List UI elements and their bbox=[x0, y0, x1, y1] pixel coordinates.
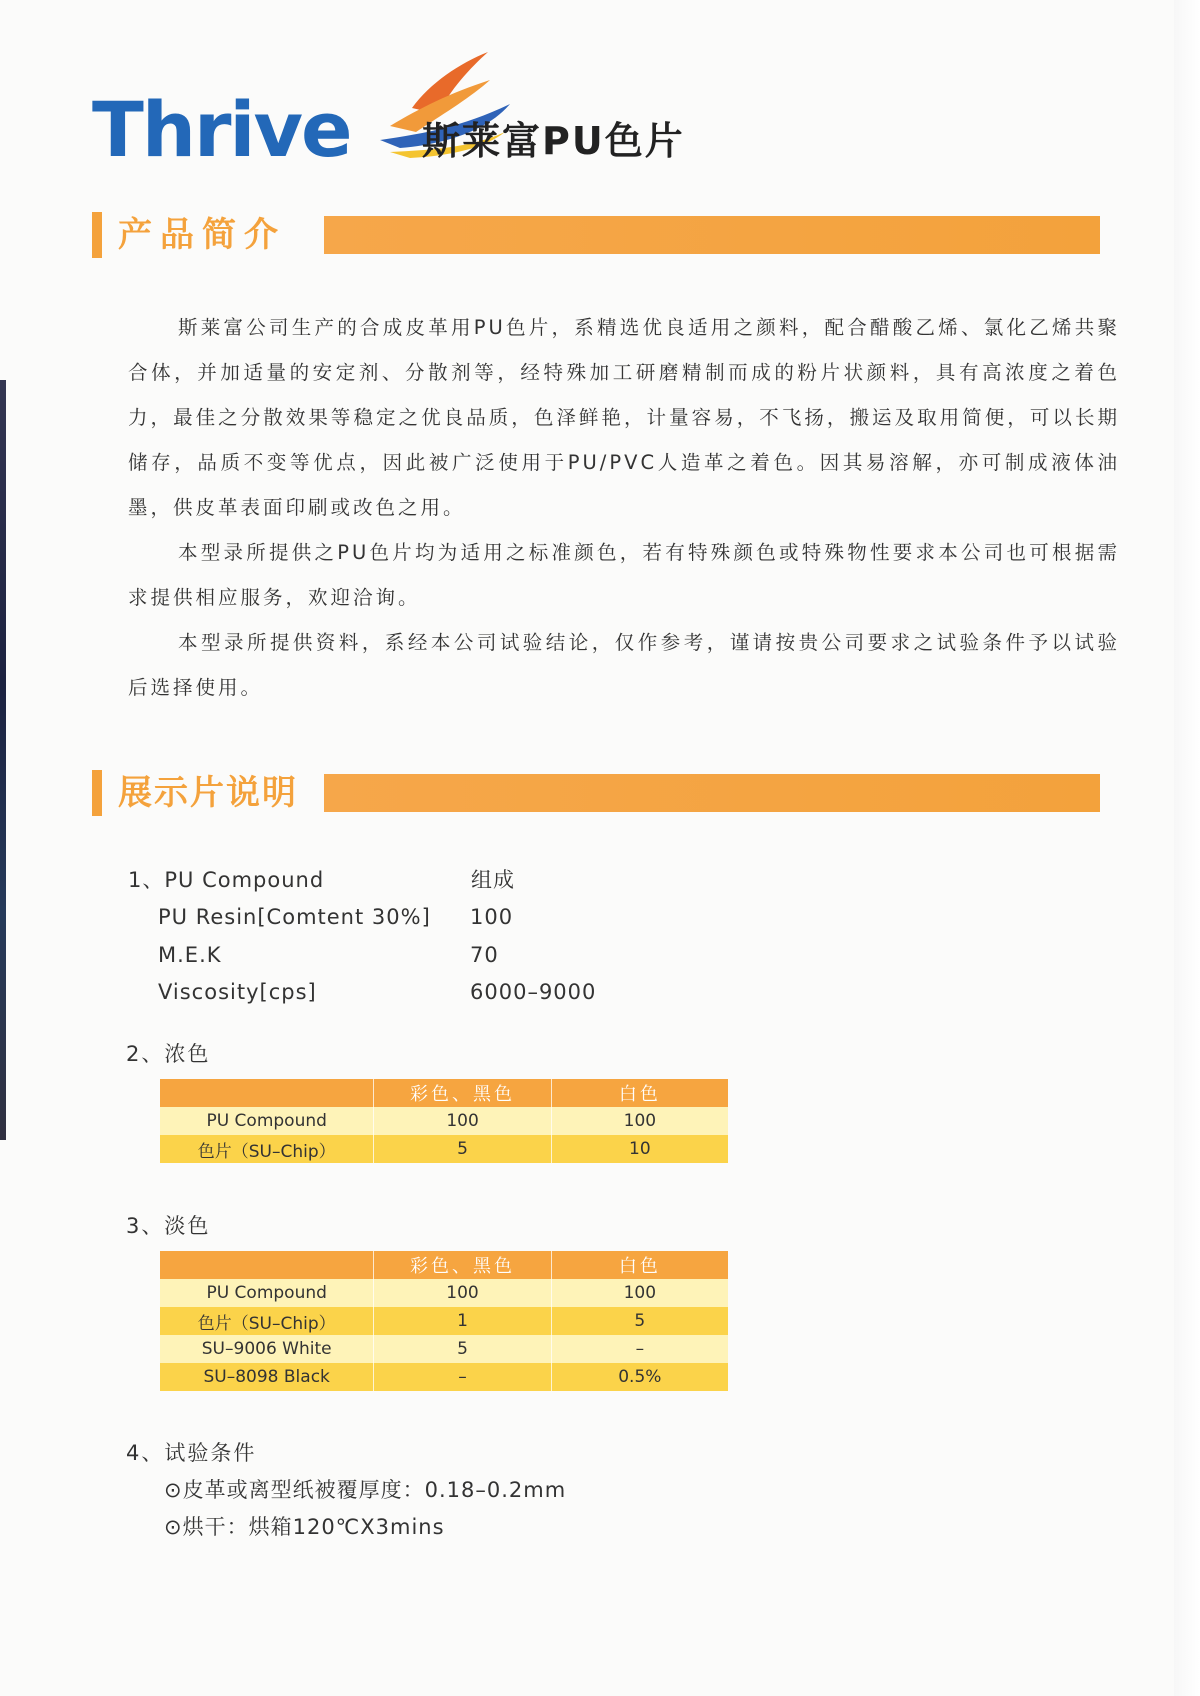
table-row bbox=[160, 1363, 728, 1391]
test-condition-item: ⊙烘干：烘箱120℃X3mins bbox=[164, 1515, 445, 1539]
spec-label: PU Resin[Comtent 30%] bbox=[158, 905, 431, 929]
light-color-label: 3、淡色 bbox=[126, 1214, 211, 1238]
table-cell: 10 bbox=[551, 1135, 728, 1163]
table-cell: – bbox=[374, 1363, 551, 1391]
section-header-demo bbox=[92, 770, 1100, 816]
brand-subtitle: 斯莱富PU色片 bbox=[422, 119, 685, 163]
table-row bbox=[160, 1135, 728, 1163]
intro-paragraph: 本型录所提供之PU色片均为适用之标准颜色，若有特殊颜色或特殊物性要求本公司也可根据需求提供相应服务，欢迎洽询。 bbox=[128, 541, 1120, 609]
table-cell: PU Compound bbox=[160, 1279, 374, 1307]
light-color-table bbox=[160, 1251, 728, 1391]
table-header-cell: 彩色、黑色 bbox=[374, 1079, 551, 1107]
spec-value: 6000–9000 bbox=[470, 980, 597, 1004]
table-header-cell: 白色 bbox=[551, 1251, 728, 1279]
table-row bbox=[160, 1335, 728, 1363]
table-row bbox=[160, 1107, 728, 1135]
section-header-intro bbox=[92, 212, 1100, 258]
table-cell: 色片（SU–Chip） bbox=[160, 1307, 374, 1335]
spec-heading-value: 组成 bbox=[471, 868, 515, 892]
intro-paragraph: 斯莱富公司生产的合成皮革用PU色片，系精选优良适用之颜料，配合醋酸乙烯、氯化乙烯共聚合体，并加适量的安定剂、分散剂等，经特殊加工研磨精制而成的粉片状颜料，具有高浓度之着色力，最佳之分散效果等稳定之优良品质，色泽鲜艳，计量容易，不飞扬，搬运及取用简便，可以长期储存，品质不变等优点，因此被广泛使用于PU/PVC人造革之着色。因其易溶解，亦可制成液体油墨，供皮革表面印刷或改色之用。 bbox=[128, 316, 1120, 519]
table-cell: – bbox=[551, 1335, 728, 1363]
brand-name: Thrive bbox=[92, 85, 351, 174]
table-header-cell: 白色 bbox=[551, 1079, 728, 1107]
section-title: 展示片说明 bbox=[118, 773, 298, 813]
spec-value: 100 bbox=[470, 905, 514, 929]
table-cell: 色片（SU–Chip） bbox=[160, 1135, 374, 1163]
table-cell: 100 bbox=[374, 1107, 551, 1135]
intro-paragraph: 本型录所提供资料，系经本公司试验结论，仅作参考，谨请按贵公司要求之试验条件予以试验后选择使用。 bbox=[128, 631, 1120, 699]
table-header-cell bbox=[160, 1251, 374, 1279]
dark-color-table bbox=[160, 1079, 728, 1163]
table-cell: PU Compound bbox=[160, 1107, 374, 1135]
page-right-edge bbox=[1174, 0, 1200, 1696]
table-cell: SU–8098 Black bbox=[160, 1363, 374, 1391]
table-cell: 100 bbox=[551, 1107, 728, 1135]
section-title-bar bbox=[324, 774, 1100, 812]
section-marker bbox=[92, 212, 102, 258]
brand-logo bbox=[92, 48, 692, 188]
table-header-row bbox=[160, 1251, 728, 1279]
section-title-bar bbox=[324, 216, 1100, 254]
table-header-cell bbox=[160, 1079, 374, 1107]
test-conditions-label: 4、试验条件 bbox=[126, 1441, 257, 1465]
table-cell: SU–9006 White bbox=[160, 1335, 374, 1363]
spec-heading: 1、PU Compound bbox=[128, 868, 325, 892]
table-row bbox=[160, 1279, 728, 1307]
table-row bbox=[160, 1307, 728, 1335]
spec-label: Viscosity[cps] bbox=[158, 980, 317, 1004]
table-cell: 1 bbox=[374, 1307, 551, 1335]
table-header-cell: 彩色、黑色 bbox=[374, 1251, 551, 1279]
page-left-edge bbox=[0, 380, 6, 1140]
dark-color-label: 2、浓色 bbox=[126, 1042, 211, 1066]
table-cell: 0.5% bbox=[551, 1363, 728, 1391]
table-cell: 100 bbox=[374, 1279, 551, 1307]
spec-value: 70 bbox=[470, 943, 499, 967]
test-condition-item: ⊙皮革或离型纸被覆厚度：0.18–0.2mm bbox=[164, 1478, 567, 1502]
section-marker bbox=[92, 770, 102, 816]
section-title: 产品简介 bbox=[118, 215, 286, 255]
spec-label: M.E.K bbox=[158, 943, 222, 967]
table-cell: 100 bbox=[551, 1279, 728, 1307]
table-cell: 5 bbox=[374, 1135, 551, 1163]
table-cell: 5 bbox=[374, 1335, 551, 1363]
table-cell: 5 bbox=[551, 1307, 728, 1335]
intro-text bbox=[128, 305, 1120, 710]
table-header-row bbox=[160, 1079, 728, 1107]
